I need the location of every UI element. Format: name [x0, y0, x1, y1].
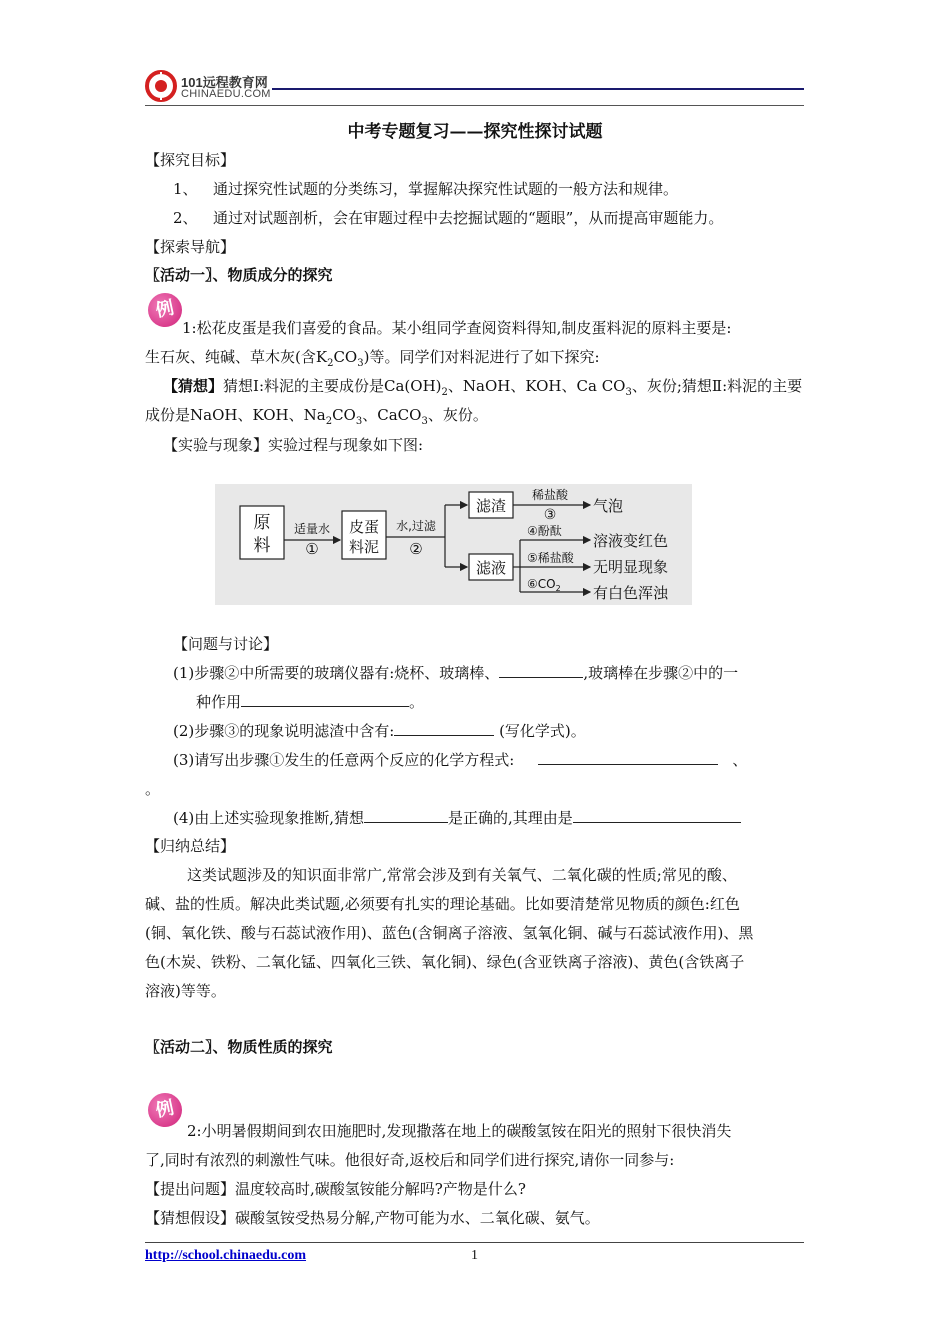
- example2-question: 【提出问题】温度较高时,碳酸氢铵能分解吗?产物是什么?: [145, 1180, 526, 1198]
- step5-label: ⑤稀盐酸: [527, 551, 574, 565]
- raw-label-1: 原: [253, 513, 271, 533]
- goal-text-1: 通过探究性试题的分类练习，掌握解决探究性试题的一般方法和规律。: [213, 180, 679, 198]
- activity1-heading: 〖活动一〗、物质成分的探究: [145, 266, 333, 284]
- guess-line-2: 成份是NaOH、KOH、$Na_2CO_3$、CaCO$_3$、灰份。: [145, 406, 488, 427]
- turbid-label: 有白色浑浊: [593, 584, 669, 602]
- footer-rule: [145, 1242, 804, 1243]
- acid-label: 稀盐酸: [531, 488, 569, 502]
- page-title: 中考专题复习——探究性探讨试题: [347, 122, 603, 142]
- step1-num: ①: [305, 540, 319, 558]
- example2-line-1: 2:小明暑假期间到农田施肥时,发现撒落在地上的碳酸氢铵在阳光的照射下很快消失: [187, 1122, 732, 1140]
- residue-label: 滤渣: [475, 497, 507, 515]
- example2-hypothesis: 【猜想假设】碳酸氢铵受热易分解,产物可能为水、二氧化碳、氨气。: [145, 1209, 600, 1227]
- filtrate-label: 滤液: [475, 559, 507, 577]
- example2-line-2: 了,同时有浓烈的刺激性气味。他很好奇,返校后和同学们进行探究,请你一同参与:: [145, 1151, 675, 1169]
- footer-link[interactable]: http://school.chinaedu.com: [145, 1248, 307, 1263]
- mud-label-2: 料泥: [348, 538, 380, 556]
- none-label: 无明显现象: [593, 558, 669, 576]
- goals-heading: 【探究目标】: [145, 151, 236, 169]
- logo-domain: CHINAEDU.COM: [181, 88, 271, 100]
- summary-line-3: (铜、氧化铁、酸与石蕊试液作用)、蓝色(含铜离子溶液、氢氧化铜、碱与石蕊试液作用)、黑: [145, 924, 754, 942]
- discussion-heading: 【问题与讨论】: [173, 635, 279, 653]
- acid-num: ③: [543, 507, 557, 523]
- step6-label: $⑥CO_2$: [527, 577, 561, 593]
- q3-end: 。: [145, 780, 161, 798]
- example-badge-1: 例: [145, 290, 185, 330]
- goal-num-1: 1、: [173, 180, 198, 198]
- goal-num-2: 2、: [173, 209, 198, 227]
- activity2-heading: 〖活动二〗、物质性质的探究: [145, 1038, 333, 1056]
- q1-line-1: (1)步骤②中所需要的玻璃仪器有:烧杯、玻璃棒、 ,玻璃棒在步骤②中的一: [173, 664, 739, 682]
- nav-heading: 【探索导航】: [145, 238, 236, 256]
- summary-line-1: 这类试题涉及的知识面非常广,常常会涉及到有关氧气、二氧化碳的性质;常见的酸、: [187, 866, 737, 884]
- q4-line: (4)由上述实验现象推断,猜想 是正确的,其理由是: [173, 808, 741, 828]
- summary-heading: 【归纳总结】: [145, 837, 236, 855]
- goal-text-2: 通过对试题剖析，会在审题过程中去挖掘试题的“题眼”，从而提高审题能力。: [213, 209, 724, 227]
- step2-label: 水,过滤: [396, 519, 436, 533]
- example1-intro-1: 1:松花皮蛋是我们喜爱的食品。某小组同学查阅资料得知,制皮蛋料泥的原料主要是:: [182, 319, 732, 337]
- logo-icon: [145, 70, 177, 102]
- summary-line-4: 色(木炭、铁粉、二氧化锰、四氧化三铁、氧化铜)、绿色(含亚铁离子溶液)、黄色(含铁离子: [145, 953, 745, 971]
- q2-line: (2)步骤③的现象说明滤渣中含有: (写化学式)。: [173, 722, 586, 740]
- example1-intro-2: 生石灰、纯碱、草木灰(含$K_2CO_3$)等。同学们对料泥进行了如下探究:: [145, 348, 600, 369]
- raw-label-2: 料: [253, 536, 271, 556]
- guess-line-1: 【猜想】猜想Ⅰ:料泥的主要成份是$Ca(OH)_2$、NaOH、KOH、Ca $CO_3$、灰份;猜想Ⅱ:料泥的主要: [163, 377, 803, 398]
- step1-label: 适量水: [293, 522, 331, 536]
- example-badge-2: 例: [145, 1090, 185, 1130]
- step4-label: ④酚酞: [527, 524, 562, 538]
- page-number: 1: [471, 1248, 478, 1263]
- flow-diagram: [215, 484, 692, 605]
- header-rule: [272, 88, 804, 90]
- header-rule-thin: [145, 105, 804, 106]
- header-logo: [145, 70, 280, 104]
- bubbles-label: 气泡: [593, 497, 624, 515]
- experiment-line: 【实验与现象】实验过程与现象如下图:: [163, 436, 424, 454]
- q3-line: (3)请写出步骤①发生的任意两个反应的化学方程式: 、: [173, 751, 748, 769]
- summary-line-2: 碱、盐的性质。解决此类试题,必须要有扎实的理论基础。比如要清楚常见物质的颜色:红色: [145, 895, 740, 913]
- mud-label-1: 皮蛋: [348, 518, 380, 536]
- red-label: 溶液变红色: [593, 532, 669, 550]
- q1-line-2: 种作用 。: [196, 693, 425, 711]
- logo-text: 101远程教育网: [181, 75, 268, 90]
- step2-num: ②: [409, 540, 423, 558]
- summary-line-5: 溶液)等等。: [145, 982, 226, 1000]
